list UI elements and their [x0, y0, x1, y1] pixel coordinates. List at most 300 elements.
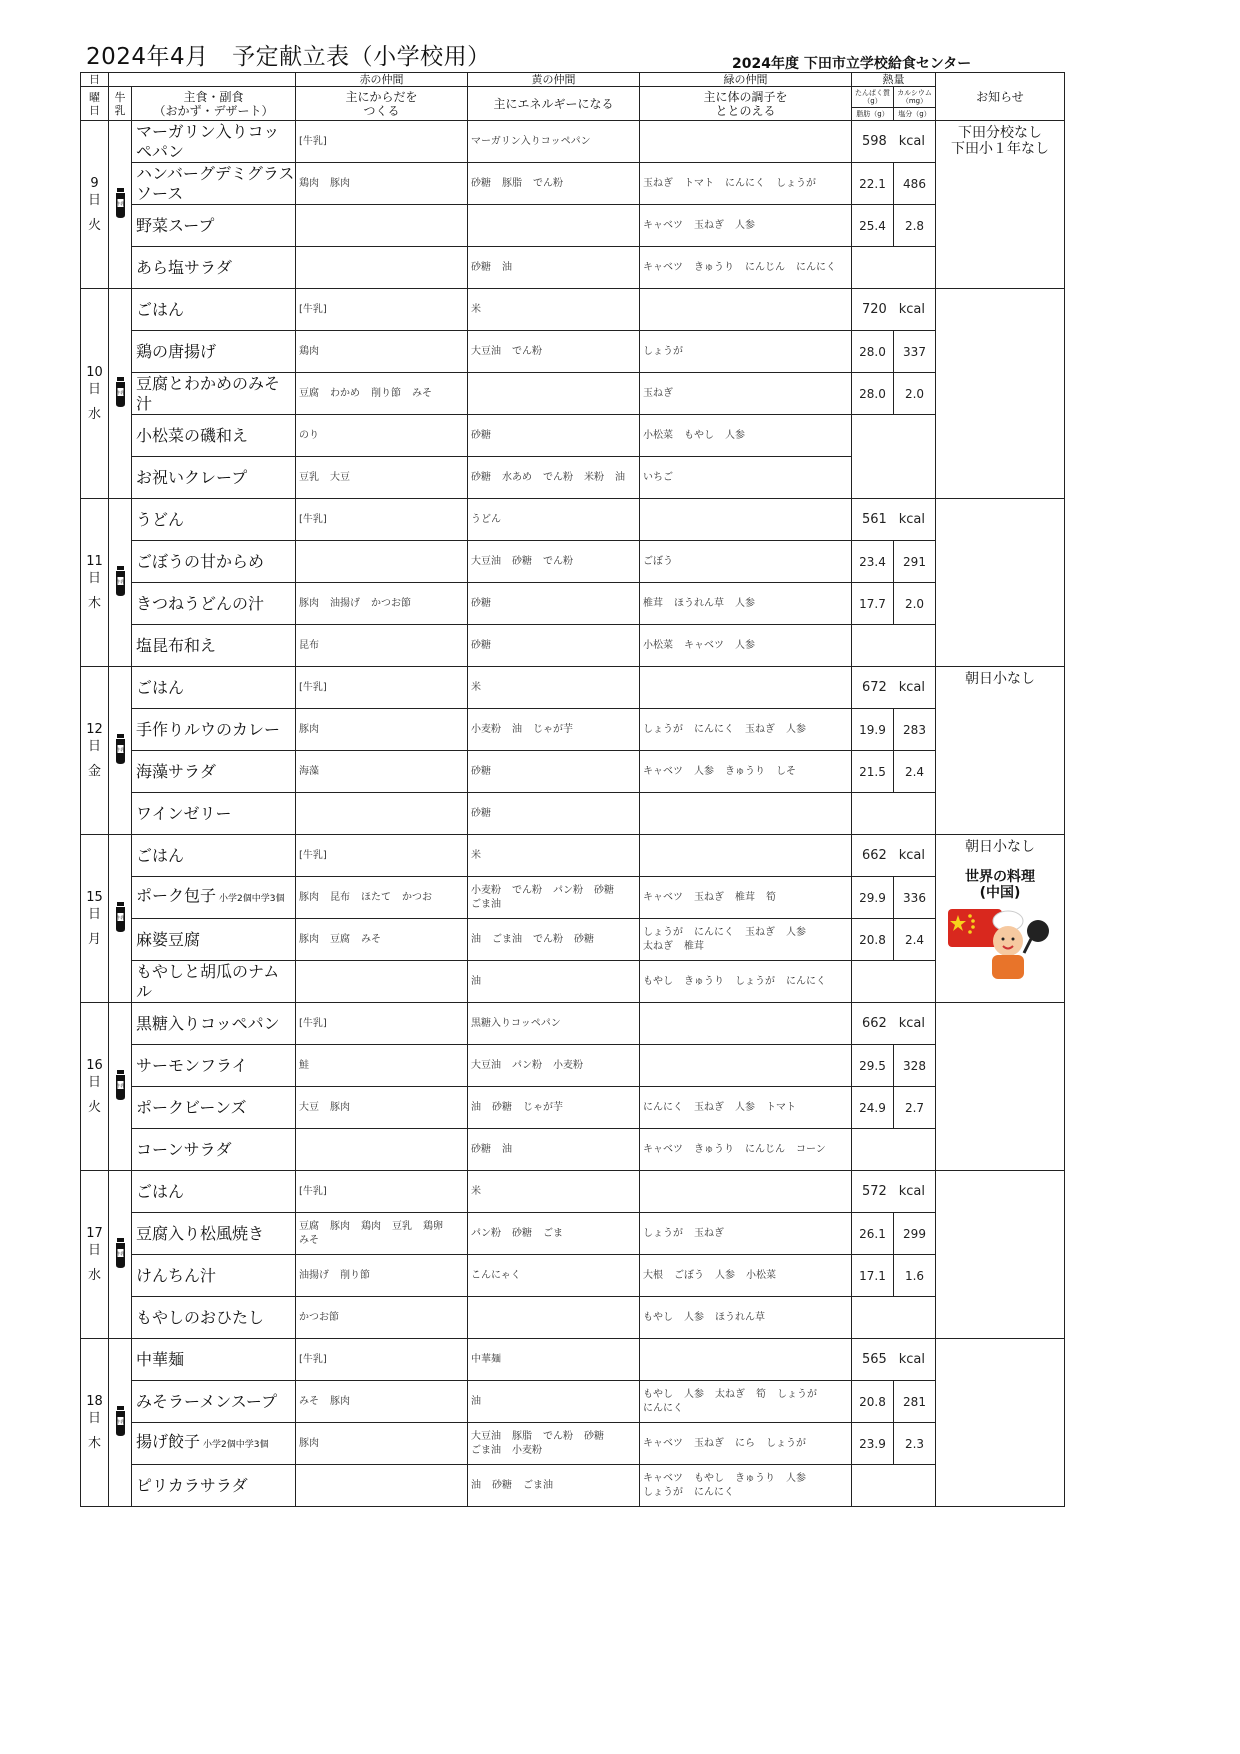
menu-row — [81, 1339, 1065, 1381]
yellow-ingredients-cell — [468, 1171, 640, 1213]
dish-name-cell — [132, 667, 296, 709]
weekday: 月 — [87, 932, 101, 947]
ingredient: みそ — [412, 387, 432, 399]
notice-text: 朝日小なし — [965, 839, 1035, 855]
dish-name: 塩昆布和え — [136, 635, 217, 655]
menu-row — [81, 625, 1065, 667]
dish-name: ワインゼリー — [136, 803, 232, 823]
ingredient: 海藻 — [299, 765, 319, 777]
ingredient: にら — [735, 1437, 755, 1449]
menu-row — [81, 247, 1065, 289]
ingredient: しょうが — [776, 177, 816, 189]
ingredient: 砂糖 — [471, 471, 491, 483]
milk-cell — [109, 835, 132, 1003]
ingredient: でん粉 — [543, 471, 573, 483]
yellow-ingredients-cell — [468, 877, 640, 919]
fat-value: 24.9 — [852, 1087, 894, 1129]
col-header-nutrition: 熱量 — [852, 73, 936, 87]
ingredient: きゅうり — [694, 261, 734, 273]
ingredient: 油 — [471, 975, 481, 987]
dish-name: ポークビーンズ — [136, 1097, 247, 1117]
red-ingredients-cell — [296, 751, 468, 793]
date-unit: 日 — [87, 571, 101, 586]
dish-name: あら塩サラダ — [136, 257, 232, 277]
yellow-ingredients-cell — [468, 1003, 640, 1045]
ingredient: 小麦粉 — [553, 1059, 583, 1071]
menu-row — [81, 877, 1065, 919]
menu-row — [81, 1171, 1065, 1213]
ingredient: 豚肉 — [330, 1395, 350, 1407]
ingredient: にんじん — [745, 1143, 785, 1155]
fat-value: 20.8 — [852, 919, 894, 961]
ingredient: 中華麺 — [471, 1353, 501, 1365]
ingredient: 豚肉 — [299, 891, 319, 903]
dish-name: 揚げ餃子 — [136, 1432, 201, 1451]
ingredient: 椎茸 — [643, 597, 663, 609]
menu-row — [81, 205, 1065, 247]
col-header-red-desc: 主にからだを つくる — [296, 87, 468, 121]
ingredient: きゅうり — [725, 765, 765, 777]
green-ingredients-cell — [640, 499, 852, 541]
ingredient: 油揚げ — [330, 597, 360, 609]
notes-cell — [936, 289, 1065, 499]
yellow-ingredients-cell — [468, 1297, 640, 1339]
red-ingredients-cell — [296, 121, 468, 163]
ingredient: しょうが — [643, 1227, 683, 1239]
ingredient: 砂糖 — [471, 261, 491, 273]
ingredient: 砂糖 — [492, 1101, 512, 1113]
green-ingredients-cell — [640, 1339, 852, 1381]
menu-row — [81, 373, 1065, 415]
dish-name: 野菜スープ — [136, 215, 215, 235]
red-ingredients-cell — [296, 835, 468, 877]
ingredient: 人参 — [786, 723, 806, 735]
notice-text: 下田分校なし — [958, 125, 1042, 141]
red-ingredients-cell — [296, 1381, 468, 1423]
date-number: 11 — [86, 554, 103, 569]
red-ingredients-cell — [296, 415, 468, 457]
notes-cell — [936, 667, 1065, 835]
ingredient: 黒糖入りコッペパン — [471, 1017, 561, 1029]
weekday: 水 — [87, 1268, 101, 1283]
green-ingredients-cell — [640, 373, 852, 415]
dish-name: お祝いクレープ — [136, 467, 248, 487]
ingredient: キャベツ — [643, 219, 683, 231]
yellow-ingredients-cell — [468, 709, 640, 751]
ingredient: もやし — [643, 975, 673, 987]
fat-value: 17.1 — [852, 1255, 894, 1297]
dish-name: コーンサラダ — [136, 1139, 232, 1159]
ingredient: 豚肉 — [330, 1220, 350, 1232]
ingredient: マーガリン入りコッペパン — [471, 135, 591, 147]
milk-bottle-icon — [114, 902, 127, 932]
green-ingredients-cell — [640, 877, 852, 919]
dish-name-cell — [132, 1423, 296, 1465]
date-number: 17 — [86, 1226, 103, 1241]
red-ingredients-cell — [296, 499, 468, 541]
day-cell — [81, 667, 109, 835]
nutrition-blank — [852, 1465, 936, 1507]
green-ingredients-cell — [640, 835, 852, 877]
col-header-day-1: 日 — [81, 73, 109, 87]
ingredient: パン粉 — [553, 884, 583, 896]
ingredient: 小松菜 — [643, 429, 673, 441]
red-ingredients-cell — [296, 919, 468, 961]
ingredient: 大豆 — [330, 471, 350, 483]
calcium-value: 336 — [894, 877, 936, 919]
energy-unit: kcal — [898, 680, 926, 695]
dish-name-cell — [132, 205, 296, 247]
dish-name: ごはん — [136, 845, 185, 865]
date-unit: 日 — [87, 1243, 101, 1258]
ingredient: 鶏肉 — [361, 1220, 381, 1232]
ingredient: かつお節 — [371, 597, 411, 609]
date-number: 15 — [86, 890, 103, 905]
red-ingredients-cell — [296, 1087, 468, 1129]
dish-name-cell — [132, 961, 296, 1003]
date-unit: 日 — [87, 739, 101, 754]
ingredient: にんにく — [694, 723, 734, 735]
menu-row — [81, 1381, 1065, 1423]
yellow-ingredients-cell — [468, 163, 640, 205]
ingredient: ごま油 — [471, 898, 501, 910]
menu-row — [81, 667, 1065, 709]
dish-name: 手作りルウのカレー — [136, 719, 281, 739]
milk-bottle-icon — [114, 188, 127, 218]
menu-row — [81, 1297, 1065, 1339]
milk-bottle-icon — [114, 1070, 127, 1100]
ingredient: 砂糖 — [512, 555, 532, 567]
ingredient: 豚肉 — [330, 177, 350, 189]
ingredient: 砂糖 — [471, 429, 491, 441]
ingredient: キャベツ — [643, 891, 683, 903]
ingredient: みそ — [299, 1234, 319, 1246]
ingredient: 豆腐 — [299, 387, 319, 399]
ingredient: 玉ねぎ — [694, 1437, 724, 1449]
nutrition-blank — [852, 247, 936, 289]
ingredient: 大豆 — [299, 1101, 319, 1113]
ingredient: ほうれん草 — [715, 1311, 765, 1323]
yellow-ingredients-cell — [468, 1213, 640, 1255]
ingredient: 大豆油 — [471, 1059, 501, 1071]
ingredient: 玉ねぎ — [643, 177, 673, 189]
ingredient: にんにく — [796, 261, 836, 273]
green-ingredients-cell — [640, 331, 852, 373]
milk-cell — [109, 1003, 132, 1171]
dish-name: 小松菜の磯和え — [136, 425, 249, 445]
menu-row — [81, 793, 1065, 835]
ingredient: 人参 — [715, 1269, 735, 1281]
china-flag-chef-icon — [936, 905, 1064, 985]
calcium-value: 299 — [894, 1213, 936, 1255]
page-title: 2024年4月 予定献立表（小学校用） — [86, 44, 491, 70]
ingredient: 砂糖 — [594, 884, 614, 896]
weekday: 木 — [87, 1436, 101, 1451]
dish-name: もやしと胡瓜のナムル — [136, 961, 280, 1001]
ingredient: にんにく — [694, 1486, 734, 1498]
notes-cell — [936, 835, 1065, 1003]
dish-name-cell — [132, 163, 296, 205]
nutrition-blank — [852, 961, 936, 1003]
protein-value: 22.1 — [852, 163, 894, 205]
nutrition-blank — [852, 625, 936, 667]
col-header-yellow-desc: 主にエネルギーになる — [468, 87, 640, 121]
ingredient: 大根 — [643, 1269, 663, 1281]
ingredient: 大豆油 — [471, 1430, 501, 1442]
ingredient: 小松菜 — [643, 639, 673, 651]
energy-cell — [852, 1339, 936, 1381]
ingredient: でん粉 — [543, 555, 573, 567]
svg-text:牛乳: 牛乳 — [116, 1082, 124, 1088]
dish-name: ごはん — [136, 677, 185, 697]
yellow-ingredients-cell — [468, 1423, 640, 1465]
ingredient: でん粉 — [533, 933, 563, 945]
ingredient: 豚肉 — [299, 933, 319, 945]
protein-value: 26.1 — [852, 1213, 894, 1255]
svg-text:牛乳: 牛乳 — [116, 200, 124, 206]
ingredient: でん粉 — [543, 1430, 573, 1442]
ingredient: にんじん — [745, 261, 785, 273]
ingredient: 砂糖 — [471, 639, 491, 651]
salt-value: 2.4 — [894, 751, 936, 793]
ingredient: しょうが — [766, 1437, 806, 1449]
yellow-ingredients-cell — [468, 583, 640, 625]
green-ingredients-cell — [640, 1129, 852, 1171]
ingredient: 太ねぎ — [643, 940, 673, 952]
ingredient: 人参 — [694, 765, 714, 777]
menu-row — [81, 289, 1065, 331]
notice-text: 下田小１年なし — [951, 141, 1049, 157]
red-ingredients-cell — [296, 1339, 468, 1381]
menu-table — [80, 72, 1065, 1507]
svg-text:牛乳: 牛乳 — [116, 746, 124, 752]
calcium-value: 337 — [894, 331, 936, 373]
menu-row — [81, 541, 1065, 583]
ingredient: にんにく — [786, 975, 826, 987]
ingredient: きゅうり — [684, 975, 724, 987]
red-ingredients-cell — [296, 163, 468, 205]
green-ingredients-cell — [640, 709, 852, 751]
ingredient: 玉ねぎ — [694, 219, 724, 231]
dish-name: ピリカラサラダ — [136, 1475, 248, 1495]
dish-name: 中華麺 — [136, 1349, 185, 1369]
ingredient: しょうが — [643, 345, 683, 357]
green-ingredients-cell — [640, 919, 852, 961]
date-number: 18 — [86, 1394, 103, 1409]
dish-name-cell — [132, 121, 296, 163]
ingredient: 豆腐 — [330, 933, 350, 945]
energy-unit: kcal — [898, 1352, 926, 1367]
milk-cell — [109, 1339, 132, 1507]
day-cell — [81, 1003, 109, 1171]
ingredient: ごま油 — [471, 1444, 501, 1456]
ingredient: 玉ねぎ — [694, 1227, 724, 1239]
day-cell — [81, 1171, 109, 1339]
ingredient: 豚脂 — [512, 1430, 532, 1442]
yellow-ingredients-cell — [468, 289, 640, 331]
green-ingredients-cell — [640, 1045, 852, 1087]
green-ingredients-cell — [640, 751, 852, 793]
ingredient: 油 — [471, 933, 481, 945]
energy-unit: kcal — [898, 134, 926, 149]
protein-value: 28.0 — [852, 331, 894, 373]
ingredient: 油 — [502, 261, 512, 273]
ingredient: 砂糖 — [512, 1227, 532, 1239]
green-ingredients-cell — [640, 121, 852, 163]
ingredient: 人参 — [786, 926, 806, 938]
ingredient: 鶏肉 — [299, 177, 319, 189]
ingredient: 太ねぎ — [715, 1388, 745, 1400]
green-ingredients-cell — [640, 793, 852, 835]
ingredient: もやし — [694, 1472, 724, 1484]
ingredient: みそ — [299, 1395, 319, 1407]
yellow-ingredients-cell — [468, 373, 640, 415]
dish-name-cell — [132, 1297, 296, 1339]
ingredient: [牛乳] — [299, 1185, 327, 1197]
menu-row — [81, 163, 1065, 205]
date-number: 16 — [86, 1058, 103, 1073]
date-number: 10 — [86, 365, 103, 380]
ingredient: 鮭 — [299, 1059, 309, 1071]
red-ingredients-cell — [296, 1423, 468, 1465]
green-ingredients-cell — [640, 1171, 852, 1213]
dish-name-cell — [132, 877, 296, 919]
ingredient: [牛乳] — [299, 849, 327, 861]
ingredient: のり — [299, 429, 319, 441]
energy-unit: kcal — [898, 848, 926, 863]
yellow-ingredients-cell — [468, 961, 640, 1003]
energy-value: 598 — [861, 134, 887, 149]
yellow-ingredients-cell — [468, 1465, 640, 1507]
ingredient: 豚肉 — [330, 1101, 350, 1113]
yellow-ingredients-cell — [468, 1255, 640, 1297]
red-ingredients-cell — [296, 709, 468, 751]
ingredient: 油 — [512, 723, 522, 735]
red-ingredients-cell — [296, 331, 468, 373]
organization-name: 2024年度 下田市立学校給食センター — [732, 56, 972, 72]
dish-name: 海藻サラダ — [136, 761, 216, 781]
energy-unit: kcal — [898, 302, 926, 317]
menu-row — [81, 709, 1065, 751]
ingredient: いちご — [643, 471, 673, 483]
ingredient: にんにく — [694, 926, 734, 938]
dish-name: みそラーメンスープ — [136, 1391, 278, 1411]
dish-name: ごはん — [136, 299, 185, 319]
calcium-value: 283 — [894, 709, 936, 751]
ingredient: にんにく — [643, 1101, 683, 1113]
ingredient: 豚脂 — [502, 177, 522, 189]
green-ingredients-cell — [640, 247, 852, 289]
dish-name: けんちん汁 — [136, 1265, 217, 1285]
ingredient: [牛乳] — [299, 135, 327, 147]
menu-row — [81, 919, 1065, 961]
red-ingredients-cell — [296, 1003, 468, 1045]
red-ingredients-cell — [296, 1465, 468, 1507]
col-header-yellow-group: 黄の仲間 — [468, 73, 640, 87]
date-unit: 日 — [87, 907, 101, 922]
svg-text:牛乳: 牛乳 — [116, 389, 124, 395]
col-header-protein-fat: たんぱく質（g） 脂肪（g） — [852, 87, 894, 121]
ingredient: 豚肉 — [299, 1437, 319, 1449]
date-unit: 日 — [87, 1411, 101, 1426]
weekday: 木 — [87, 596, 101, 611]
ingredient: 玉ねぎ — [643, 387, 673, 399]
col-header-green-group: 緑の仲間 — [640, 73, 852, 87]
dish-name-cell — [132, 1465, 296, 1507]
ingredient: 豆腐 — [299, 1220, 319, 1232]
notes-cell — [936, 1339, 1065, 1507]
ingredient: 米 — [471, 1185, 481, 1197]
notice-text: 朝日小なし — [965, 671, 1035, 687]
svg-text:牛乳: 牛乳 — [116, 914, 124, 920]
energy-cell — [852, 1003, 936, 1045]
milk-bottle-icon — [114, 566, 127, 596]
dish-name-cell — [132, 541, 296, 583]
nutrition-blank — [852, 1297, 936, 1339]
dish-name: 鶏の唐揚げ — [136, 341, 217, 361]
ingredient: 砂糖 — [584, 1430, 604, 1442]
salt-value: 1.6 — [894, 1255, 936, 1297]
nutrition-blank — [852, 415, 936, 499]
menu-row — [81, 751, 1065, 793]
energy-unit: kcal — [898, 1184, 926, 1199]
col-header-dish: 主食・副食 （おかず・デザート） — [132, 87, 296, 121]
yellow-ingredients-cell — [468, 415, 640, 457]
ingredient: 油 — [471, 1101, 481, 1113]
ingredient: 鶏卵 — [423, 1220, 443, 1232]
dish-name-cell — [132, 1129, 296, 1171]
ingredient: [牛乳] — [299, 1017, 327, 1029]
ingredient: にんにく — [643, 1402, 683, 1414]
ingredient: 油 — [471, 1479, 481, 1491]
ingredient: ごま油 — [523, 1479, 553, 1491]
ingredient: しょうが — [643, 723, 683, 735]
energy-value: 720 — [861, 302, 887, 317]
yellow-ingredients-cell — [468, 1045, 640, 1087]
energy-cell — [852, 499, 936, 541]
menu-row — [81, 1087, 1065, 1129]
dish-note: 小学2個中学3個 — [219, 894, 285, 904]
milk-cell — [109, 121, 132, 289]
dish-name: マーガリン入りコッペパン — [136, 121, 280, 161]
red-ingredients-cell — [296, 1045, 468, 1087]
svg-text:牛乳: 牛乳 — [116, 1250, 124, 1256]
dish-name-cell — [132, 1255, 296, 1297]
protein-value: 29.5 — [852, 1045, 894, 1087]
yellow-ingredients-cell — [468, 1381, 640, 1423]
day-cell — [81, 499, 109, 667]
ingredient: 大豆油 — [471, 345, 501, 357]
red-ingredients-cell — [296, 667, 468, 709]
red-ingredients-cell — [296, 1255, 468, 1297]
dish-name-cell — [132, 331, 296, 373]
dish-name-cell — [132, 415, 296, 457]
ingredient: 鶏肉 — [299, 345, 319, 357]
red-ingredients-cell — [296, 1297, 468, 1339]
ingredient: 砂糖 — [471, 807, 491, 819]
dish-name-cell — [132, 583, 296, 625]
ingredient: 油 — [502, 1143, 512, 1155]
calcium-value: 291 — [894, 541, 936, 583]
ingredient: 豚肉 — [299, 597, 319, 609]
fat-value: 23.9 — [852, 1423, 894, 1465]
yellow-ingredients-cell — [468, 541, 640, 583]
ingredient: 人参 — [684, 1311, 704, 1323]
dish-name-cell — [132, 835, 296, 877]
calcium-value: 486 — [894, 163, 936, 205]
milk-cell — [109, 289, 132, 499]
ingredient: ほうれん草 — [674, 597, 724, 609]
